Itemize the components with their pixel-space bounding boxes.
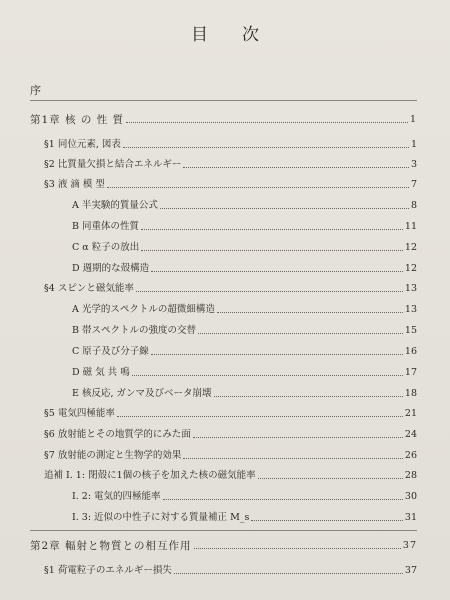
toc-entry-subsection (72, 240, 417, 254)
page-title: 目次 (191, 25, 293, 45)
toc-entry-label: §5 電気四極能率 (44, 408, 115, 419)
toc-entry-label: §6 放射能とその地質学的にみた面 (44, 429, 191, 440)
toc-entry-label: 第2章 輻射と物質との相互作用 (30, 540, 192, 552)
leader-dots (117, 416, 403, 417)
toc-entry-page: 24 (404, 429, 417, 440)
leader-dots (151, 271, 403, 272)
toc-entry-label: A 半実験的質量公式 (72, 200, 158, 211)
toc-entry-chapter (30, 538, 417, 552)
toc-entry-label: A 光学的スペクトルの超微細構造 (72, 304, 215, 315)
toc-entry-page: 21 (404, 408, 417, 419)
toc-entry-label: C 原子及び分子線 (72, 346, 149, 357)
toc-entry-label: §1 同位元素, 図表 (44, 139, 121, 150)
toc-entry-label: E 核反応, ガンマ及びベータ崩壊 (72, 388, 212, 399)
leader-dots (258, 478, 403, 479)
toc-entry-page: 31 (404, 512, 417, 523)
toc-entry-label: §4 スピンと磁気能率 (44, 283, 134, 294)
toc-entry-page: 17 (404, 367, 417, 378)
toc-entry-subsection (72, 302, 417, 316)
leader-dots (174, 573, 403, 574)
toc-entry-label: I. 2: 電気的四極能率 (72, 491, 161, 502)
toc-entry-page: 13 (404, 283, 417, 294)
leader-dots (198, 333, 403, 334)
toc-entry-page: 37 (404, 565, 417, 576)
toc-entry-page: 1 (410, 139, 417, 150)
leader-dots (217, 312, 403, 313)
leader-dots (132, 375, 403, 376)
toc-entry-page: 13 (404, 304, 417, 315)
toc-entry-page: 1 (409, 114, 417, 125)
leader-dots (141, 229, 403, 230)
leader-dots (163, 499, 403, 500)
toc-entry-page: 3 (410, 159, 417, 170)
leader-dots (141, 250, 403, 251)
leader-dots (136, 291, 403, 292)
toc-entry-page: 30 (404, 491, 417, 502)
toc-entry-page: 8 (410, 200, 417, 211)
toc-entry-subsection (72, 323, 417, 337)
leader-dots (160, 208, 409, 209)
leader-dots (183, 458, 403, 459)
toc-entry-section (44, 281, 417, 295)
toc-entry-label: §2 比質量欠損と結合エネルギー (44, 159, 182, 170)
toc-entry-chapter (30, 112, 417, 126)
leader-dots (193, 437, 403, 438)
toc-entry-page: 28 (404, 470, 417, 481)
toc-entry-page: 16 (404, 346, 417, 357)
toc-entry-label: §1 荷電粒子のエネルギー損失 (44, 565, 172, 576)
toc-entry-appendix (72, 510, 417, 524)
leader-dots (251, 520, 402, 521)
toc-entry-section (44, 137, 417, 151)
toc-entry-subsection (72, 219, 417, 233)
toc-entry-subsection (72, 365, 417, 379)
toc-entry-label: I. 3: 近似の中性子に対する質量補正 M_s (72, 512, 250, 523)
toc-entry-section (44, 448, 417, 462)
toc-entry-label: §7 放射能の測定と生物学的効果 (44, 450, 182, 461)
leader-dots (151, 354, 403, 355)
toc-entry-subsection (72, 344, 417, 358)
toc-entry-section (44, 157, 417, 171)
toc-entry-page: 12 (404, 242, 417, 253)
toc-entry-page: 12 (404, 263, 417, 274)
toc-entry-label: B 帯スペクトルの強度の交替 (72, 325, 197, 336)
leader-dots (183, 167, 409, 168)
toc-entry-label: B 同重体の性質 (72, 221, 140, 232)
toc-entry-page: 11 (404, 221, 417, 232)
leader-dots (194, 548, 401, 549)
preface-label: 序 (30, 84, 41, 97)
toc-entry-label: D 磁 気 共 鳴 (72, 367, 130, 378)
toc-entry-section (44, 563, 417, 577)
divider-chapter (30, 530, 417, 531)
leader-dots (107, 187, 409, 188)
toc-entry-subsection (72, 198, 417, 212)
toc-entry-page: 37 (402, 540, 417, 551)
toc-entry-page: 18 (404, 388, 417, 399)
toc-entry-label: 第1章 核 の 性 質 (30, 114, 125, 126)
toc-entry-appendix (44, 468, 417, 482)
toc-entry-label: §3 液 滴 模 型 (44, 179, 105, 190)
toc-entry-appendix (72, 489, 417, 503)
leader-dots (123, 147, 409, 148)
toc-entry-label: 追補 I. 1: 閉殻に1個の核子を加えた核の磁気能率 (44, 470, 256, 481)
toc-entry-label: C α 粒子の放出 (72, 242, 140, 253)
toc-entry-page: 7 (410, 179, 417, 190)
toc-entry-subsection (72, 386, 417, 400)
toc-entry-page: 26 (404, 450, 417, 461)
toc-entry-section (44, 406, 417, 420)
toc-entry-subsection (72, 261, 417, 275)
toc-entry-section (44, 177, 417, 191)
toc-entry-label: D 週期的な殻構造 (72, 263, 150, 274)
toc-entry-section (44, 427, 417, 441)
leader-dots (126, 122, 408, 123)
toc-entry-page: 15 (404, 325, 417, 336)
leader-dots (214, 396, 403, 397)
